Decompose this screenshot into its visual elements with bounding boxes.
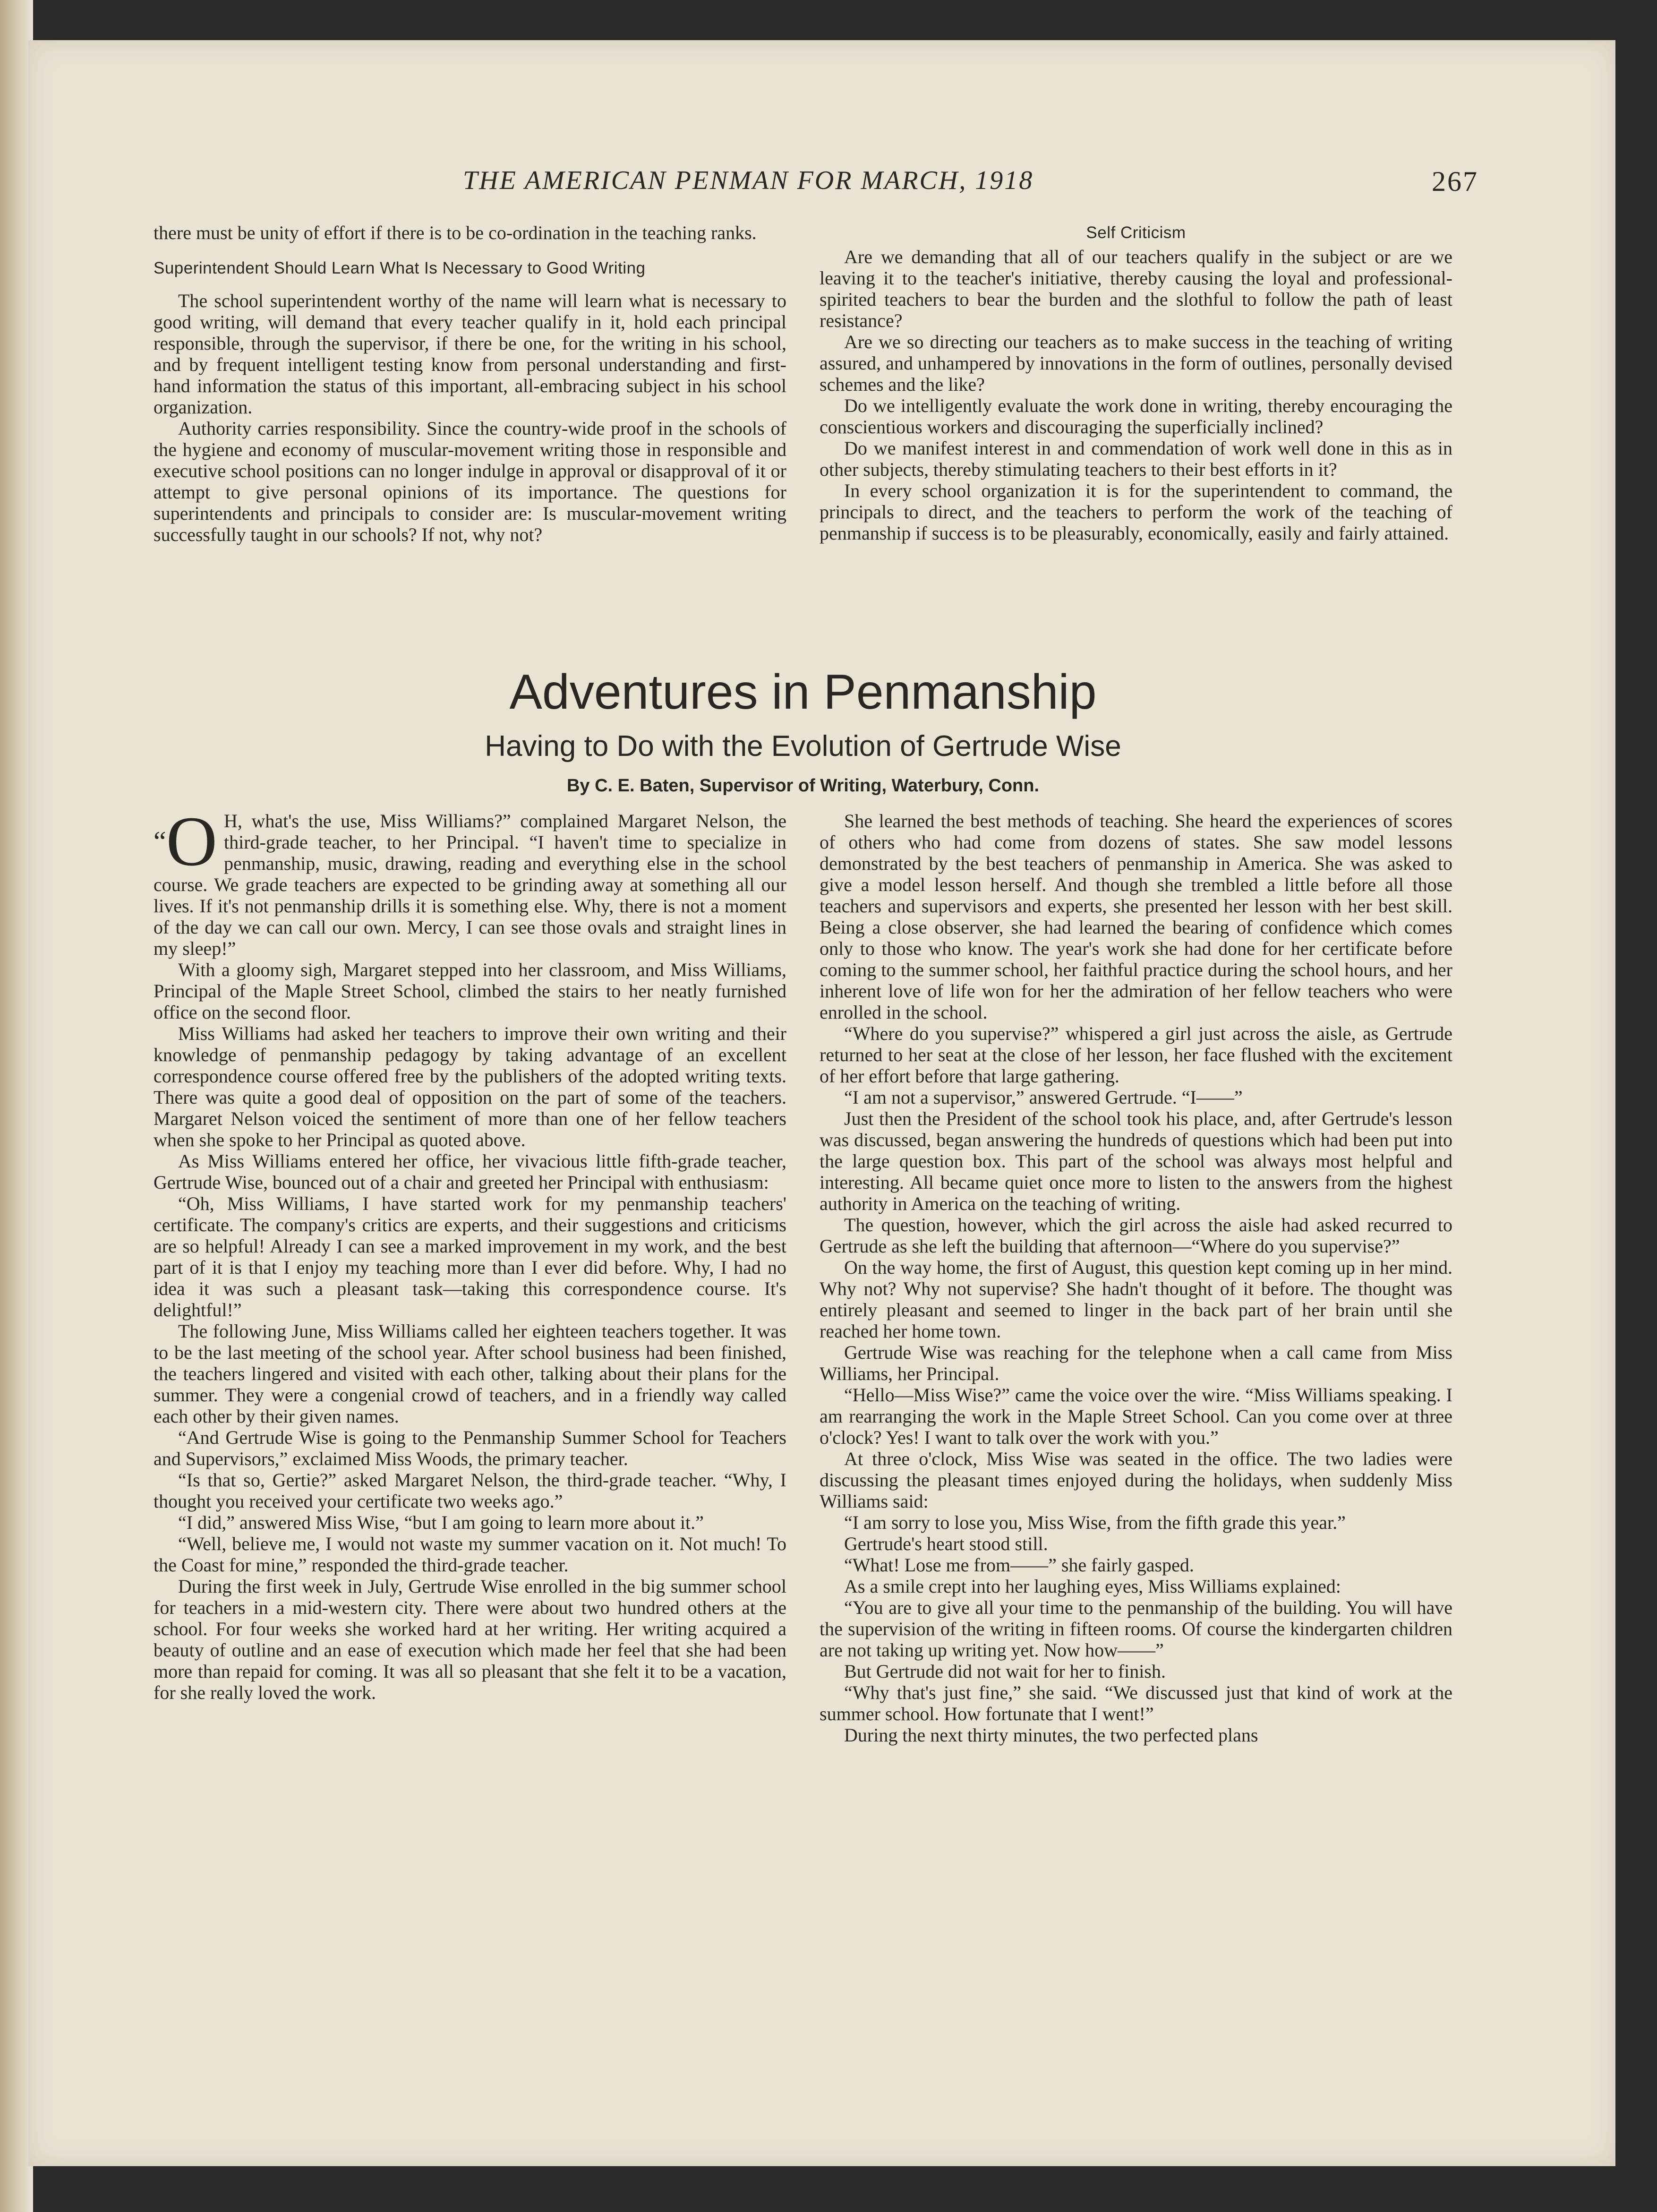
top-left-column [154,222,786,545]
running-header [449,165,1478,203]
paragraph: “Where do you supervise?” whispered a girl just across the aisle, as Gertrude returned to her seat at the close of her lesson, her face flushed with the excitement of her effort before that large gathering. [820,1023,1452,1087]
section-heading-superintendent: Superintendent Should Learn What Is Necessary to Good Writing [154,259,646,277]
section-heading-self-criticism: Self Criticism [1086,223,1186,242]
paragraph: “Well, believe me, I would not waste my summer vacation on it. Not much! To the Coast for mine,” responded the third-grade teacher. [154,1533,786,1576]
drop-cap-letter: O [166,802,217,881]
paragraph: But Gertrude did not wait for her to finish. [844,1661,1166,1682]
paragraph: “And Gertrude Wise is going to the Penmanship Summer School for Teachers and Supervisors,” exclaimed Miss Woods, the primary teacher. [154,1427,786,1469]
drop-cap-quote: “ [154,826,166,857]
opening-paragraph [154,802,786,959]
article-left-column [154,802,786,1703]
paragraph: “Hello—Miss Wise?” came the voice over the wire. “Miss Williams speaking. I am rearranging the work in the Maple Street School. Can you come over at three o'clock? Yes! I want to talk over the work with you.” [820,1384,1452,1448]
article-subtitle: Having to Do with the Evolution of Gertrude Wise [485,730,1121,763]
paragraph: Gertrude's heart stood still. [844,1533,1048,1554]
top-right-column [820,222,1452,544]
running-title: THE AMERICAN PENMAN FOR MARCH, 1918 [463,166,1034,195]
paragraph: Do we manifest interest in and commendation of work well done in this as in other subjects, thereby stimulating teachers to their best efforts in it? [820,437,1452,480]
paragraph: Are we demanding that all of our teachers qualify in the subject or are we leaving it to the teacher's initiative, thereby causing the loyal and professional-spirited teachers to bear the burden and the slothful to follow the path of least resistance? [820,246,1452,331]
paragraph: “I am not a supervisor,” answered Gertrude. “I——” [844,1087,1243,1108]
paragraph: “Why that's just fine,” she said. “We discussed just that kind of work at the summer school. How fortunate that I went!” [820,1682,1452,1724]
paragraph: The following June, Miss Williams called her eighteen teachers together. It was to be the last meeting of the school year. After school business had been finished, the teachers lingered and visited with each other, talking about their plans for the summer. They were a congenial crowd of teachers, and in a friendly way called each other by their given names. [154,1320,786,1427]
paragraph: Do we intelligently evaluate the work done in writing, thereby encouraging the conscientious workers and discouraging the superficially inclined? [820,395,1452,437]
opening-paragraph-text: H, what's the use, Miss Williams?” complained Margaret Nelson, the third-grade teacher, to her Principal. “I haven't time to specialize in penmanship, music, drawing, reading and everything else in the school course. We grade teachers are expected to be grinding away at something all our lives. If it's not penmanship drills it is something else. Why, there is not a moment of the day we can call our own. Mercy, I can see those ovals and straight lines in my sleep!” [154,810,786,959]
paragraph: On the way home, the first of August, this question kept coming up in her mind. Why not? Why not supervise? She hadn't thought of it before. The thought was entirely pleasant and seemed to linger in the back part of her brain until she reached her home town. [820,1257,1452,1342]
paragraph: As Miss Williams entered her office, her vivacious little fifth-grade teacher, Gertrude Wise, bounced out of a chair and greeted her Principal with enthusiasm: [154,1150,786,1193]
paragraph: As a smile crept into her laughing eyes, Miss Williams explained: [844,1576,1341,1597]
article-right-column [820,810,1452,1746]
paragraph: “What! Lose me from——” she fairly gasped. [844,1554,1194,1576]
page-number: 267 [1432,166,1478,197]
drop-cap [154,802,217,881]
paragraph: With a gloomy sigh, Margaret stepped into her classroom, and Miss Williams, Principal of the Maple Street School, climbed the stairs to her neatly furnished office on the second floor. [154,959,786,1023]
paragraph: In every school organization it is for the superintendent to command, the principals to direct, and the teachers to perform the work of the teaching of penmanship if success is to be pleasurably, economically, easily and fairly attained. [820,480,1452,544]
paragraph: Miss Williams had asked her teachers to improve their own writing and their knowledge of penmanship pedagogy by taking advantage of an excellent correspondence course offered free by the publishers of the adopted writing texts. There was quite a good deal of opposition on the part of some of the teachers. Margaret Nelson voiced the sentiment of more than one of her fellow teachers when she spoke to her Principal as quoted above. [154,1023,786,1150]
paragraph: She learned the best methods of teaching. She heard the experiences of scores of others who had come from dozens of states. She saw model lessons demonstrated by the best teachers of penmanship in America. She was asked to give a model lesson herself. And though she trembled a little before all those teachers and supervisors and experts, she presented her lesson with her best skill. Being a close observer, she had learned the bearing of confidence which comes only to those who know. The year's work she had done for her certificate before coming to the summer school, her faithful practice during the school hours, and her inherent love of life won for her the admiration of her fellow teachers who were enrolled in the school. [820,810,1452,1023]
paragraph: The question, however, which the girl across the aisle had asked recurred to Gertrude as she left the building that afternoon—“Where do you supervise?” [820,1214,1452,1257]
paragraph: During the first week in July, Gertrude Wise enrolled in the big summer school for teachers in a mid-western city. There were about two hundred others at the school. For four weeks she worked hard at her writing. Her writing acquired a beauty of outline and an ease of execution which made her feel that she had been more than repaid for coming. It was all so pleasant that she felt it to be a vacation, for she really loved the work. [154,1576,786,1703]
paragraph: Authority carries responsibility. Since the country-wide proof in the schools of the hygiene and economy of muscular-movement writing those in responsible and executive school positions can no longer indulge in approval or disapproval of it or attempt to give personal opinions of its importance. The questions for superintendents and principals to consider are: Is muscular-movement writing successfully taught in our schools? If not, why not? [154,418,786,545]
article-title-block [154,661,1452,797]
paragraph: The school superintendent worthy of the name will learn what is necessary to good writing, will demand that every teacher qualify in it, hold each principal responsible, through the supervisor, if there be one, for the writing in his school, and by frequent intelligent testing know from personal understanding and first-hand information the status of this important, all-embracing subject in his school organization. [154,290,786,418]
continued-paragraph: there must be unity of effort if there is to be co-ordination in the teaching ranks. [154,222,757,243]
paragraph: “I am sorry to lose you, Miss Wise, from the fifth grade this year.” [844,1512,1346,1533]
paragraph: Are we so directing our teachers as to make success in the teaching of writing assured, and unhampered by innovations in the form of outlines, personally devised schemes and the like? [820,331,1452,395]
paragraph: At three o'clock, Miss Wise was seated in the office. The two ladies were discussing the pleasant times enjoyed during the holidays, when suddenly Miss Williams said: [820,1448,1452,1512]
paragraph: Just then the President of the school took his place, and, after Gertrude's lesson was discussed, began answering the hundreds of questions which had been put into the large question box. This part of the school was always most helpful and interesting. All became quiet once more to listen to the answers from the highest authority in America on the teaching of writing. [820,1108,1452,1214]
paragraph: “Oh, Miss Williams, I have started work for my penmanship teachers' certificate. The company's critics are experts, and their suggestions and criticisms are so helpful! Already I can see a marked improvement in my work, and the best part of it is that I enjoy my teaching more than I ever did before. Why, I had no idea it was such a pleasant task—taking this correspondence course. It's delightful!” [154,1193,786,1320]
paragraph: “I did,” answered Miss Wise, “but I am going to learn more about it.” [178,1512,704,1533]
article-title: Adventures in Penmanship [509,665,1097,720]
paragraph: “You are to give all your time to the penmanship of the building. You will have the supervision of the writing in fifteen rooms. Of course the kindergarten children are not taking up writing yet. Now how——” [820,1597,1452,1661]
article-byline: By C. E. Baten, Supervisor of Writing, Waterbury, Conn. [566,776,1040,796]
paragraph: Gertrude Wise was reaching for the telephone when a call came from Miss Williams, her Principal. [820,1342,1452,1384]
paragraph: During the next thirty minutes, the two perfected plans [844,1724,1258,1746]
paragraph: “Is that so, Gertie?” asked Margaret Nelson, the third-grade teacher. “Why, I thought you received your certificate two weeks ago.” [154,1469,786,1512]
